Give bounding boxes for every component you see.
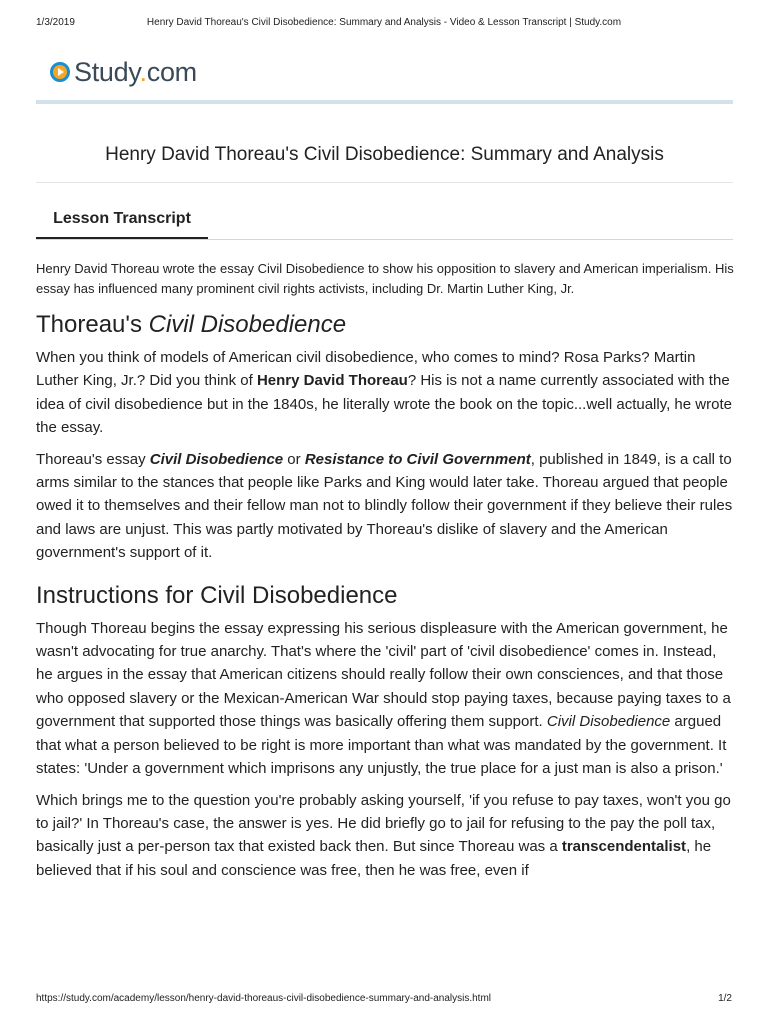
print-page-title: Henry David Thoreau's Civil Disobedience: Summary and Analysis - Video & Lesson Transcript | Study.com <box>146 17 622 28</box>
tab-divider <box>36 239 733 240</box>
term-resistance-to-civil-government: Resistance to Civil Government <box>304 450 531 468</box>
transcript-content <box>36 259 736 890</box>
logo-text: Study.com <box>74 56 197 87</box>
lesson-summary: Henry David Thoreau wrote the essay Civil Disobedience to show his opposition to slavery and American imperialism. His essay has influenced many prominent civil rights activists, including Dr. Martin Luther King, Jr. <box>36 261 734 296</box>
print-date: 1/3/2019 <box>36 17 75 28</box>
paragraph: Though Thoreau begins the essay expressing his serious displeasure with the American government, he wasn't advocating for true anarchy. That's where the 'civil' part of 'civil disobedience' comes in. Instead, he argues in the essay that American citizens should really follow their own consciences, and that those who opposed slavery or the Mexican-American War should stop paying taxes, because paying taxes to a government that supported those things was basically offering them support. Civil Disobedience argued that what a person believed to be right is more important than what was mandated by the government. It states: 'Under a government which imprisons any unjustly, the true place for a just man is also a prison.' <box>36 619 731 778</box>
paragraph: When you think of models of American civil disobedience, who comes to mind? Rosa Parks? Martin Luther King, Jr.? Did you think of Henry David Thoreau? His is not a name currently associated with the idea of civil disobedience but in the 1840s, he literally wrote the book on the topic...well actually, he wrote the essay. <box>36 349 732 437</box>
title-divider <box>36 182 733 183</box>
term-civil-disobedience: Civil Disobedience <box>149 450 284 468</box>
section-heading-thoreau: Thoreau's Civil Disobedience <box>36 311 347 338</box>
print-header <box>36 17 732 31</box>
term-transcendentalist: transcendentalist <box>561 838 687 856</box>
term-henry-david-thoreau: Henry David Thoreau <box>256 372 408 390</box>
section-heading-instructions: Instructions for Civil Disobedience <box>36 581 398 609</box>
paragraph: Thoreau's essay Civil Disobedience or Resistance to Civil Government, published in 1849, is a call to arms similar to the stances that people like Parks and King would later take. Thoreau argued that people owed it to themselves and their fellow man not to blindly follow their government if they believe their rules and laws are unjust. This was partly motivated by Thoreau's dislike of slavery and the American government's support of it. <box>36 450 733 562</box>
lesson-title: Henry David Thoreau's Civil Disobedience: Summary and Analysis <box>105 144 664 165</box>
print-footer <box>36 993 732 1007</box>
print-url: https://study.com/academy/lesson/henry-david-thoreaus-civil-disobedience-summary-and-analysis.html <box>36 993 492 1004</box>
header-divider <box>36 100 733 104</box>
study-logo[interactable] <box>50 56 197 88</box>
page-number: 1/2 <box>718 993 732 1004</box>
play-icon <box>50 62 70 82</box>
tab-lesson-transcript[interactable]: Lesson Transcript <box>36 210 208 240</box>
paragraph: Which brings me to the question you're probably asking yourself, 'if you refuse to pay taxes, won't you go to jail?' In Thoreau's case, the answer is yes. He did briefly go to jail for refusing to the pay the poll tax, basically just a per-person tax that existed back then. But since Thoreau was a transcendentalist, he believed that if his soul and conscience was free, then he was free, even if <box>36 791 731 879</box>
